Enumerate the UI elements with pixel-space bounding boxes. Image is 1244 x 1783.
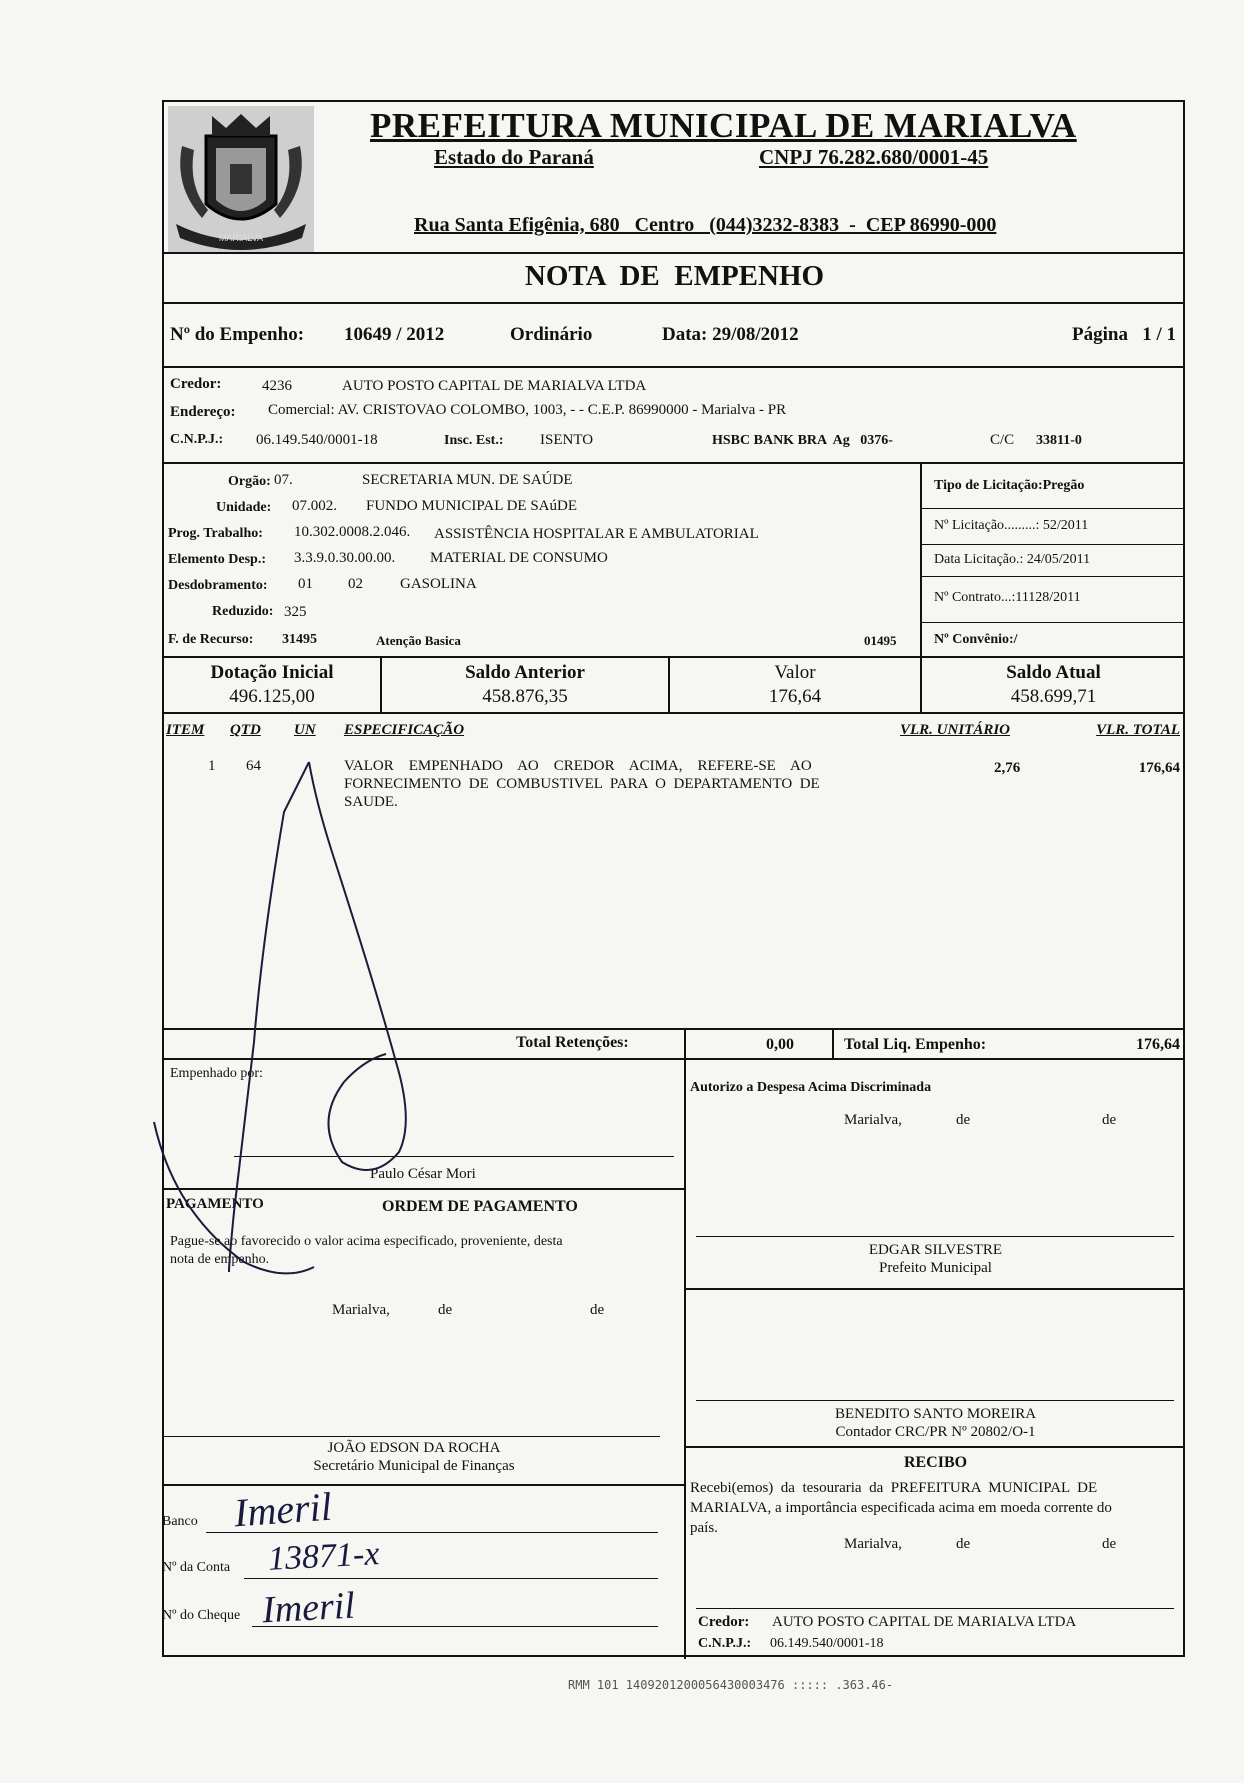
pagamento-de-1: de <box>438 1302 453 1318</box>
footer-stamp: RMM 101 1409201200056430003476 ::::: .363.46- <box>568 1678 894 1692</box>
autorizo-de-1: de <box>956 1112 971 1128</box>
conta-line <box>244 1578 658 1579</box>
unidade-code: 07.002. <box>292 498 337 514</box>
conta-label: Nº da Conta <box>162 1560 231 1575</box>
total-retencoes-label: Total Retenções: <box>516 1034 629 1051</box>
empenho-date: Data: 29/08/2012 <box>662 324 799 345</box>
orgao-code: 07. <box>274 472 293 488</box>
page-indicator: Página 1 / 1 <box>1072 324 1176 345</box>
prefeito-name: EDGAR SILVESTRE <box>868 1242 1003 1258</box>
signature-line <box>696 1608 1174 1609</box>
elemento-label: Elemento Desp.: <box>168 552 266 567</box>
banco-label: Banco <box>162 1514 198 1529</box>
pagamento-text-line-1: Pague-se ao favorecido o valor acima especificado, proveniente, desta <box>170 1234 563 1249</box>
total-liquido-label: Total Liq. Empenho: <box>844 1036 987 1053</box>
col-vlr-total: VLR. TOTAL <box>1096 722 1180 738</box>
autorizo-de-2: de <box>1102 1112 1117 1128</box>
col-item: ITEM <box>166 722 205 738</box>
credor-cnpj: 06.149.540/0001-18 <box>256 432 378 448</box>
item-desc-line-3: SAUDE. <box>344 794 398 810</box>
divider <box>920 508 1185 509</box>
divider <box>920 544 1185 545</box>
item-total: 176,64 <box>1138 760 1180 776</box>
pagamento-de-2: de <box>590 1302 605 1318</box>
col-especificacao: ESPECIFICAÇÃO <box>344 722 465 738</box>
signature-line <box>164 1436 660 1437</box>
cnpj-label: CNPJ 76.282.680/0001-45 <box>759 145 989 169</box>
prefeito-role: Prefeito Municipal <box>879 1260 992 1276</box>
total-retencoes-value: 0,00 <box>766 1036 794 1053</box>
unidade-label: Unidade: <box>216 500 272 515</box>
bank-info: HSBC BANK BRA Ag 0376- <box>712 433 893 448</box>
dotacao-label: Dotação Inicial <box>210 662 334 683</box>
contador-name: BENEDITO SANTO MOREIRA <box>834 1406 1037 1422</box>
address-label: Rua Santa Efigênia, 680 Centro (044)3232-8383 - CEP 86990-000 <box>414 214 997 236</box>
col-un: UN <box>294 722 316 738</box>
divider <box>164 302 1185 304</box>
recibo-text-line-2: MARIALVA, a importância especificada acima em moeda corrente do <box>690 1500 1112 1516</box>
municipal-crest-icon <box>168 106 314 252</box>
numero-contrato: Nº Contrato...:11128/2011 <box>934 590 1081 605</box>
conta-handwritten-value: 13871-x <box>267 1535 381 1578</box>
saldo-atual-value: 458.699,71 <box>1010 686 1097 707</box>
insc-est: ISENTO <box>540 432 594 448</box>
numero-convenio: Nº Convênio:/ <box>934 632 1018 647</box>
elemento-code: 3.3.9.0.30.00.00. <box>294 550 396 566</box>
empenho-number: 10649 / 2012 <box>344 324 445 345</box>
col-vlr-unitario: VLR. UNITÁRIO <box>900 722 1011 738</box>
item-desc-line-1: VALOR EMPENHADO AO CREDOR ACIMA, REFERE-SE AO <box>344 758 812 774</box>
desdobramento-b: 02 <box>348 576 363 592</box>
pagamento-label: PAGAMENTO <box>166 1196 264 1212</box>
document-title: NOTA DE EMPENHO <box>524 260 825 292</box>
reduzido-label: Reduzido: <box>212 604 274 619</box>
elemento-name: MATERIAL DE CONSUMO <box>430 550 608 566</box>
signature-line <box>696 1400 1174 1401</box>
credor-name: AUTO POSTO CAPITAL DE MARIALVA LTDA <box>342 378 647 394</box>
data-licitacao: Data Licitação.: 24/05/2011 <box>934 552 1091 567</box>
valor-label: Valor <box>774 662 816 683</box>
credor-address-label: Endereço: <box>170 404 236 420</box>
prog-trabalho-label: Prog. Trabalho: <box>168 526 263 541</box>
desdobramento-label: Desdobramento: <box>168 578 268 593</box>
divider <box>684 1446 1185 1448</box>
recibo-title: RECIBO <box>903 1454 968 1471</box>
credor-cnpj-label: C.N.P.J.: <box>170 432 224 447</box>
insc-est-label: Insc. Est.: <box>444 433 504 448</box>
crest-label: MARIALVA <box>218 233 264 243</box>
empenho-number-label: Nº do Empenho: <box>170 324 305 345</box>
prog-trabalho-name: ASSISTÊNCIA HOSPITALAR E AMBULATORIAL <box>434 526 759 542</box>
desdobramento-a: 01 <box>298 576 313 592</box>
recibo-text-line-3: país. <box>690 1520 718 1536</box>
prog-trabalho-code: 10.302.0008.2.046. <box>294 524 411 540</box>
reduzido-value: 325 <box>284 604 307 620</box>
autorizo-place: Marialva, <box>844 1112 902 1128</box>
item-desc-line-2: FORNECIMENTO DE COMBUSTIVEL PARA O DEPARTAMENTO DE <box>344 776 820 792</box>
recibo-de-1: de <box>956 1536 971 1552</box>
saldo-atual-label: Saldo Atual <box>1006 662 1101 683</box>
banco-handwritten-value: Imeril <box>232 1483 334 1536</box>
fonte-recurso-label: F. de Recurso: <box>168 632 254 647</box>
recibo-credor-name: AUTO POSTO CAPITAL DE MARIALVA LTDA <box>772 1614 1077 1630</box>
divider <box>920 462 922 656</box>
divider <box>164 656 1185 658</box>
cheque-handwritten-value: Imeril <box>260 1584 356 1632</box>
col-qtd: QTD <box>230 722 261 738</box>
credor-code: 4236 <box>262 378 292 394</box>
numero-licitacao: Nº Licitação.........: 52/2011 <box>934 518 1089 533</box>
unidade-name: FUNDO MUNICIPAL DE SAúDE <box>366 498 577 514</box>
desdobramento-name: GASOLINA <box>400 576 477 592</box>
recibo-text-line-1: Recebi(emos) da tesouraria da PREFEITURA MUNICIPAL DE <box>690 1480 1098 1496</box>
divider <box>164 712 1185 714</box>
fonte-recurso: 31495 <box>282 632 317 647</box>
divider <box>920 576 1185 577</box>
item-unit-price: 2,76 <box>994 760 1021 776</box>
dotacao-value: 496.125,00 <box>229 686 315 707</box>
recibo-de-2: de <box>1102 1536 1117 1552</box>
divider <box>164 366 1185 368</box>
cc-number: 33811-0 <box>1036 433 1082 448</box>
state-label: Estado do Paraná <box>434 145 594 169</box>
saldo-anterior-value: 458.876,35 <box>482 686 568 707</box>
cheque-label: Nº do Cheque <box>162 1608 241 1623</box>
contador-role: Contador CRC/PR Nº 20802/O-1 <box>835 1424 1036 1440</box>
total-liquido-value: 176,64 <box>1136 1036 1180 1053</box>
pagamento-text-line-2: nota de empenho. <box>170 1252 270 1267</box>
credor-label: Credor: <box>170 376 222 392</box>
recibo-cnpj: 06.149.540/0001-18 <box>770 1636 884 1651</box>
autorizo-label: Autorizo a Despesa Acima Discriminada <box>690 1080 932 1095</box>
saldo-anterior-label: Saldo Anterior <box>465 662 585 683</box>
recibo-cnpj-label: C.N.P.J.: <box>698 1636 752 1651</box>
recibo-credor-label: Credor: <box>698 1614 750 1630</box>
item-qty: 64 <box>246 758 261 774</box>
orgao-label: Orgão: <box>228 474 271 489</box>
divider <box>832 1028 834 1058</box>
valor-value: 176,64 <box>768 686 822 707</box>
recibo-place: Marialva, <box>844 1536 902 1552</box>
item-number: 1 <box>208 758 216 774</box>
tipo-licitacao: Tipo de Licitação:Pregão <box>934 478 1085 493</box>
handwritten-signature <box>134 742 694 1282</box>
cc-label: C/C <box>990 432 1015 448</box>
divider <box>164 252 1185 254</box>
divider <box>164 462 1185 464</box>
divider <box>164 1484 684 1486</box>
secretario-role: Secretário Municipal de Finanças <box>313 1458 515 1474</box>
empenhado-por-name: Paulo César Mori <box>370 1166 476 1182</box>
fonte-recurso-desc: Atenção Basica <box>376 633 461 648</box>
empenho-type: Ordinário <box>510 324 593 345</box>
divider <box>920 622 1185 623</box>
empenhado-por-label: Empenhado por: <box>170 1066 263 1081</box>
secretario-name: JOÃO EDSON DA ROCHA <box>327 1440 501 1456</box>
pagamento-place: Marialva, <box>332 1302 390 1318</box>
nota-de-empenho-form <box>162 100 1185 1657</box>
signature-line <box>696 1236 1174 1237</box>
ordem-pagamento-title: ORDEM DE PAGAMENTO <box>382 1198 578 1215</box>
orgao-name: SECRETARIA MUN. DE SAÚDE <box>362 472 573 488</box>
divider <box>684 1288 1185 1290</box>
city-hall-title: PREFEITURA MUNICIPAL DE MARIALVA <box>370 106 1077 145</box>
credor-address: Comercial: AV. CRISTOVAO COLOMBO, 1003, - - C.E.P. 86990000 - Marialva - PR <box>268 402 787 418</box>
fonte-code: 01495 <box>864 633 897 648</box>
